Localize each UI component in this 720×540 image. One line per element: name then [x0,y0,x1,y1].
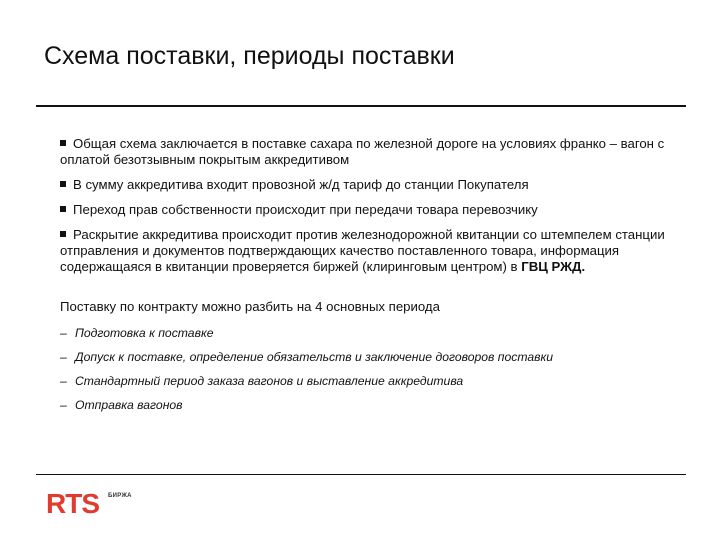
bullet-text: Раскрытие аккредитива происходит против железнодорожной квитанции со штемпелем станции отправления и документов подтверждающих качество поставленного товара, информация содержащаяся в квитанции проверяется биржей (клиринговым центром) в [60,227,665,274]
bullet-item [60,136,690,168]
dash-marker: – [60,374,67,388]
rts-logo-subtext: БИРЖА [108,493,132,499]
slide-title: Схема поставки, периоды поставки [44,42,455,70]
period-item [60,349,690,365]
square-bullet-icon [60,140,66,146]
period-text: Стандартный период заказа вагонов и выставление аккредитива [75,374,464,388]
footer-divider [36,474,686,475]
period-text: Подготовка к поставке [75,326,214,340]
square-bullet-icon [60,231,66,237]
periods-intro: Поставку по контракту можно разбить на 4 основных периода [60,299,440,314]
bullet-item [60,202,690,218]
dash-marker: – [60,350,67,364]
dash-marker: – [60,398,67,412]
bullet-item [60,177,690,193]
square-bullet-icon [60,181,66,187]
slide-content [60,136,690,421]
bullet-text: Общая схема заключается в поставке сахара по железной дороге на условиях франко – вагон с оплатой безотзывным покрытым аккредитивом [60,136,665,167]
period-text: Допуск к поставке, определение обязательств и заключение договоров поставки [75,350,554,364]
period-item [60,397,690,413]
dash-marker: – [60,326,67,340]
period-text: Отправка вагонов [75,398,183,412]
title-divider [36,105,686,107]
bullet-text: В сумму аккредитива входит провозной ж/д тариф до станции Покупателя [73,177,529,192]
bullet-item [60,227,690,275]
bullet-text: Переход прав собственности происходит при передачи товара перевозчику [73,202,538,217]
period-item [60,373,690,389]
period-item [60,325,690,341]
bullet-bold-text: ГВЦ РЖД. [521,259,586,274]
rts-logo-text: RTS [46,488,99,519]
square-bullet-icon [60,206,66,212]
